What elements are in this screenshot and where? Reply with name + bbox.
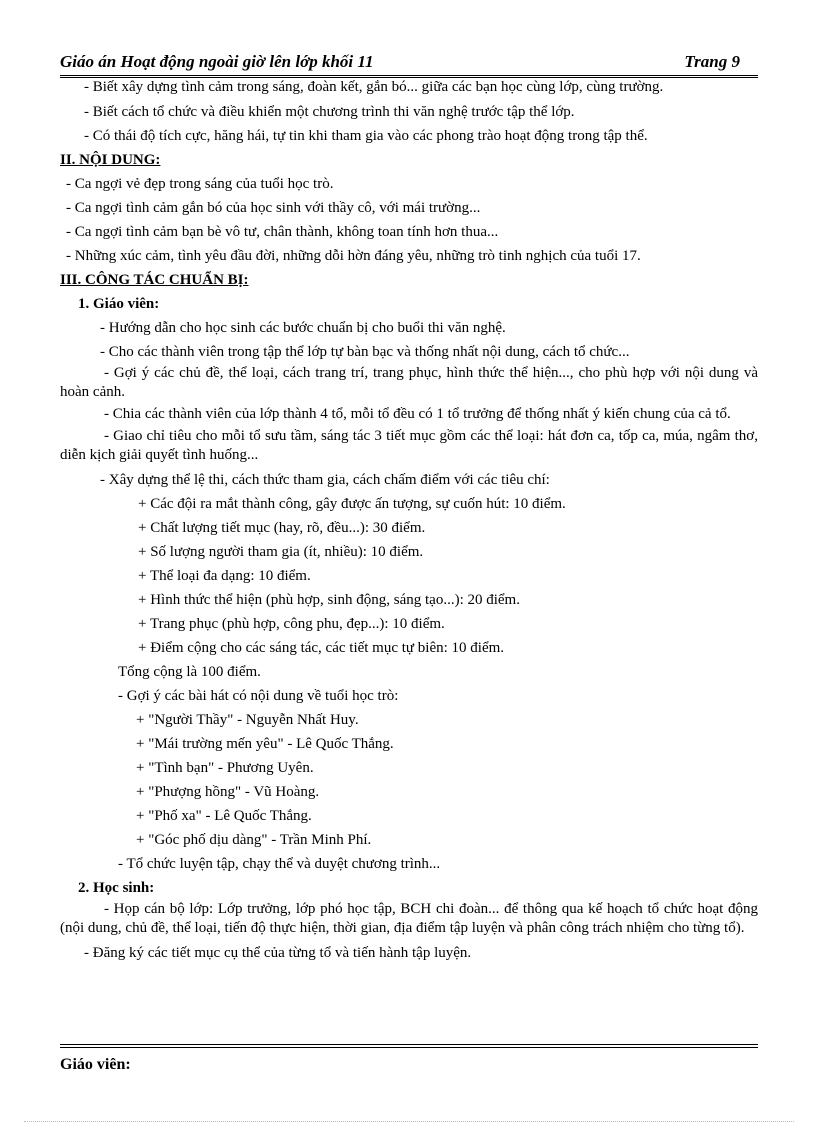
teacher-item: - Giao chỉ tiêu cho mỗi tổ sưu tầm, sáng tác 3 tiết mục gồm các thể loại: hát đơn ca, tốp ca, múa, ngâm thơ, diễn kịch giải quyết tình huống... [60, 428, 758, 463]
criteria-item: + Số lượng người tham gia (ít, nhiều): 10 điểm. [138, 544, 424, 560]
criteria-item: + Trang phục (phù hợp, công phu, đẹp...): 10 điểm. [138, 616, 445, 632]
rules-intro: - Xây dựng thể lệ thi, cách thức tham gia, cách chấm điểm với các tiêu chí: [100, 472, 550, 488]
content-item: - Ca ngợi vẻ đẹp trong sáng của tuổi học trò. [66, 176, 334, 192]
criteria-item: + Điểm cộng cho các sáng tác, các tiết mục tự biên: 10 điểm. [138, 640, 505, 656]
header-title: Giáo án Hoạt động ngoài giờ lên lớp khối 11 [60, 52, 374, 71]
criteria-item: + Hình thức thể hiện (phù hợp, sinh động, sáng tạo...): 20 điểm. [138, 592, 520, 608]
criteria-item: + Các đội ra mắt thành công, gây được ấn tượng, sự cuốn hút: 10 điểm. [138, 496, 566, 512]
song-item: + "Tình bạn" - Phương Uyên. [136, 760, 314, 776]
song-item: + "Phượng hồng" - Vũ Hoàng. [136, 784, 320, 800]
rehearsal-item: - Tổ chức luyện tập, chạy thể và duyệt chương trình... [118, 856, 441, 872]
teacher-item: - Hướng dẫn cho học sinh các bước chuẩn bị cho buổi thi văn nghệ. [100, 320, 506, 336]
criteria-item: + Chất lượng tiết mục (hay, rõ, đều...): 30 điểm. [138, 520, 426, 536]
objective-item: - Có thái độ tích cực, hăng hái, tự tin khi tham gia vào các phong trào hoạt động trong tập thể. [84, 128, 648, 144]
teacher-item: - Chia các thành viên của lớp thành 4 tổ, mỗi tổ đều có 1 tổ trưởng để thống nhất ý kiến chung của cả tổ. [104, 406, 731, 422]
footer-rule [60, 1044, 758, 1048]
objective-item: - Biết xây dựng tình cảm trong sáng, đoàn kết, gắn bó... giữa các bạn học cùng lớp, cùng trường. [84, 79, 664, 95]
header-page-number: Trang 9 [684, 52, 740, 71]
content-item: - Ca ngợi tình cảm bạn bè vô tư, chân thành, không toan tính hơn thua... [66, 224, 499, 240]
objective-item: - Biết cách tổ chức và điều khiển một chương trình thi văn nghệ trước tập thể lớp. [84, 104, 575, 120]
section-heading-preparation: III. CÔNG TÁC CHUẨN BỊ: [60, 272, 249, 288]
songs-intro: - Gợi ý các bài hát có nội dung về tuổi học trò: [118, 688, 399, 704]
subheading-teacher: 1. Giáo viên: [78, 296, 160, 312]
teacher-item: - Gợi ý các chủ đề, thể loại, cách trang trí, trang phục, hình thức thể hiện..., cho phù hợp với nội dung và hoàn cảnh. [60, 365, 758, 400]
song-item: + "Người Thầy" - Nguyễn Nhất Huy. [136, 712, 359, 728]
total-score: Tổng cộng là 100 điểm. [118, 664, 261, 680]
student-item: - Đăng ký các tiết mục cụ thể của từng tổ và tiến hành tập luyện. [84, 945, 472, 961]
song-item: + "Phố xa" - Lê Quốc Thắng. [136, 808, 312, 824]
content-item: - Những xúc cảm, tình yêu đầu đời, những dỗi hờn đáng yêu, những trò tinh nghịch của tuổi 17. [66, 248, 641, 264]
section-heading-content: II. NỘI DUNG: [60, 152, 161, 168]
footer-teacher-label: Giáo viên: [60, 1056, 131, 1073]
document-body [60, 78, 758, 965]
criteria-item: + Thể loại đa dạng: 10 điểm. [138, 568, 311, 584]
song-item: + "Góc phố dịu dàng" - Trần Minh Phí. [136, 832, 372, 848]
song-item: + "Mái trường mến yêu" - Lê Quốc Thắng. [136, 736, 394, 752]
subheading-student: 2. Học sinh: [78, 880, 155, 896]
content-item: - Ca ngợi tình cảm gắn bó của học sinh với thầy cô, với mái trường... [66, 200, 481, 216]
page-bottom-border [24, 1121, 794, 1122]
teacher-item: - Cho các thành viên trong tập thể lớp tự bàn bạc và thống nhất nội dung, cách tổ chức... [100, 344, 630, 360]
student-item: - Họp cán bộ lớp: Lớp trưởng, lớp phó học tập, BCH chi đoàn... để thông qua kế hoạch tổ chức hoạt động (nội dung, chủ đề, thể loại, tiến độ thực hiện, thời gian, địa điểm tập luyện và phân công trách nhiệm cho từng tổ). [60, 901, 758, 936]
